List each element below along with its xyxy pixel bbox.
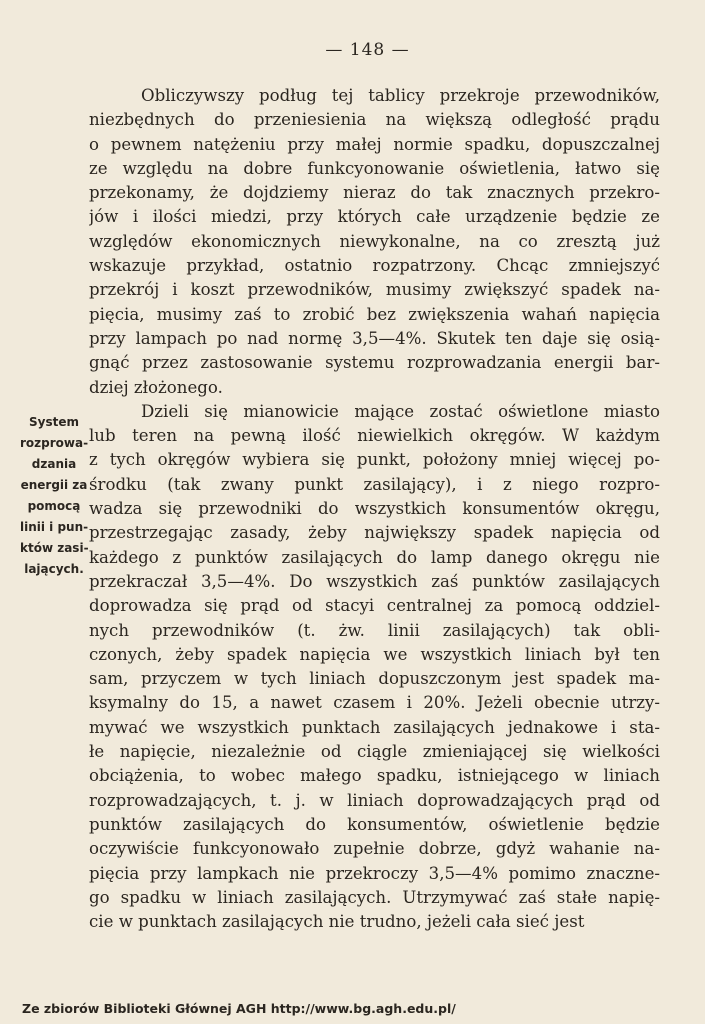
margin-note-line: któw zasi- xyxy=(20,541,89,555)
text-line: pięcia przy lampkach nie przekroczy 3,5—4% pomimo znaczne- xyxy=(89,863,660,883)
margin-note-line: pomocą xyxy=(27,499,81,513)
margin-note-line: rozprowa- xyxy=(20,436,89,450)
text-line: nych przewodników (t. żw. linii zasilających) tak obli- xyxy=(89,620,660,640)
text-line: jów i ilości miedzi, przy których całe urządzenie będzie ze xyxy=(89,207,660,227)
footer-source: Ze zbiorów Biblioteki Głównej AGH http://www.bg.agh.edu.pl/ xyxy=(22,1001,456,1016)
text-line: łe napięcie, niezależnie od ciągle zmieniającej się wielkości xyxy=(89,742,660,762)
text-line: przy lampach po nad normę 3,5—4%. Skutek ten daje się osią- xyxy=(89,328,660,348)
text-line: przekrój i koszt przewodników, musimy zwiększyć spadek na- xyxy=(89,280,660,300)
text-line: ksymalny do 15, a nawet czasem i 20%. Jeżeli obecnie utrzy- xyxy=(89,693,660,713)
text-line: cie w punktach zasilających nie trudno, jeżeli cała sieć jest xyxy=(89,912,585,932)
text-line: ze względu na dobre funkcyonowanie oświetlenia, łatwo się xyxy=(89,158,660,178)
text-line: Obliczywszy podług tej tablicy przekroje przewodników, xyxy=(141,86,660,105)
page-number: — 148 — xyxy=(325,40,410,60)
text-line: względów ekonomicznych niewykonalne, na co zresztą już xyxy=(89,231,660,251)
margin-note-line: System xyxy=(29,415,79,429)
text-line: przekonamy, że dojdziemy nieraz do tak znacznych przekro- xyxy=(89,183,660,203)
margin-note-line: energii za xyxy=(20,478,88,492)
text-line: oczywiście funkcyonowało zupełnie dobrze, gdyż wahanie na- xyxy=(89,839,660,859)
text-line: lub teren na pewną ilość niewielkich okręgów. W każdym xyxy=(89,426,660,446)
text-line: każdego z punktów zasilających do lamp danego okręgu nie xyxy=(89,547,660,567)
text-line: gnąć przez zastosowanie systemu rozprowadzania energii bar- xyxy=(89,353,660,373)
text-line: przekraczał 3,5—4%. Do wszystkich zaś punktów zasilających xyxy=(89,571,660,591)
text-line: dziej złożonego. xyxy=(89,377,223,397)
text-line: go spadku w liniach zasilających. Utrzymywać zaś stałe napię- xyxy=(89,887,660,907)
text-line: środku (tak zwany punkt zasilający), i z niego rozpro- xyxy=(89,474,660,494)
text-line: rozprowadzających, t. j. w liniach doprowadzających prąd od xyxy=(89,790,660,810)
text-line: niezbędnych do przeniesienia na większą odległość prądu xyxy=(89,110,660,130)
text-line: mywać we wszystkich punktach zasilających jednakowe i sta- xyxy=(89,717,660,737)
margin-note-line: linii i pun- xyxy=(20,520,89,534)
text-line: wskazuje przykład, ostatnio rozpatrzony. Chcąc zmniejszyć xyxy=(89,256,660,276)
text-line: czonych, żeby spadek napięcia we wszystkich liniach był ten xyxy=(89,644,660,664)
text-line: obciążenia, to wobec małego spadku, istniejącego w liniach xyxy=(89,766,660,786)
text-line: Dzieli się mianowicie mające zostać oświetlone miasto xyxy=(141,401,660,421)
body-text xyxy=(89,84,660,934)
text-line: sam, przyczem w tych liniach dopuszczonym jest spadek ma- xyxy=(89,669,660,689)
text-line: punktów zasilających do konsumentów, oświetlenie będzie xyxy=(89,814,660,834)
text-line: przestrzegając zasady, żeby największy spadek napięcia od xyxy=(89,523,660,543)
margin-note xyxy=(20,412,88,580)
text-line: wadza się przewodniki do wszystkich konsumentów okręgu, xyxy=(89,499,660,519)
margin-note-line: dzania xyxy=(31,457,77,471)
text-line: z tych okręgów wybiera się punkt, położony mniej więcej po- xyxy=(89,450,660,470)
margin-note-line: lających. xyxy=(24,562,84,576)
text-line: doprowadza się prąd od stacyi centralnej za pomocą oddziel- xyxy=(89,596,660,616)
text-line: o pewnem natężeniu przy małej normie spadku, dopuszczalnej xyxy=(89,134,660,154)
text-line: pięcia, musimy zaś to zrobić bez zwiększenia wahań napięcia xyxy=(89,304,660,324)
